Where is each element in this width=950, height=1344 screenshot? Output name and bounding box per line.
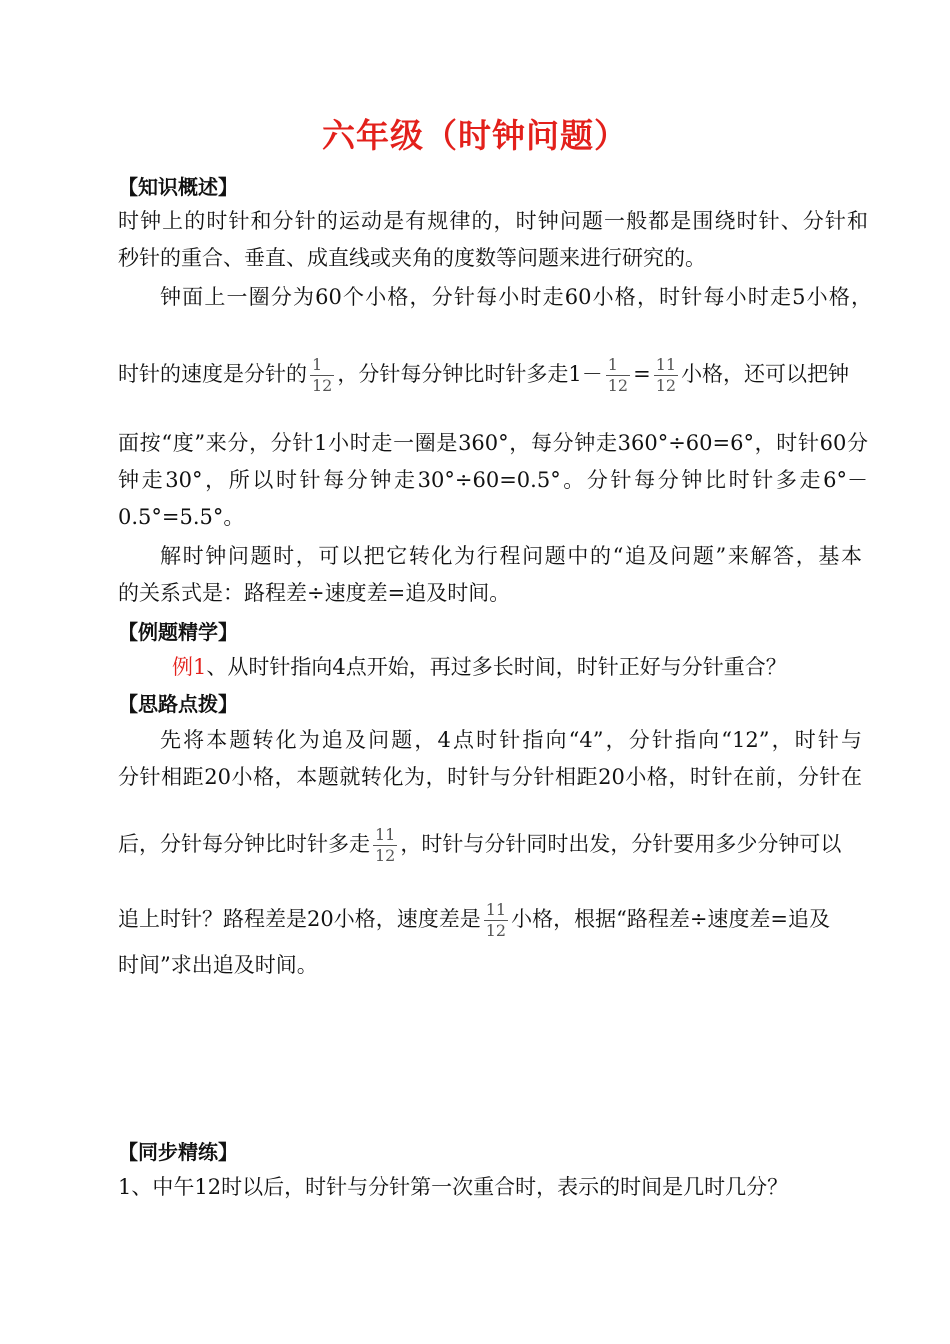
knowledge-line-5: 面按“度”来分，分针1小时走一圈是360°，每分钟走360°÷60=6°，时针60分 (118, 431, 868, 455)
fraction-denominator: 12 (375, 846, 396, 865)
fraction-one-twelfth (606, 355, 630, 396)
knowledge-line-2: 秒针的重合、垂直、成直线或夹角的度数等问题来进行研究的。 (118, 246, 706, 270)
section-heading-example: 【例题精学】 (118, 620, 238, 644)
fraction-eleven-twelfths (373, 825, 397, 866)
section-heading-practice: 【同步精练】 (118, 1140, 238, 1164)
fraction-numerator: 1 (607, 355, 618, 374)
hint-line-5: 时间”求出追及时间。 (118, 953, 318, 977)
hint-line-4-part-b: 小格，根据“路程差÷速度差=追及 (511, 907, 831, 931)
example-label: 例1 (172, 655, 207, 679)
practice-question-1: 1、中午12时以后，时针与分针第一次重合时，表示的时间是几时几分？ (118, 1175, 789, 1199)
section-heading-knowledge: 【知识概述】 (118, 175, 238, 199)
hint-line-3-part-b: ，时针与分针同时出发，分针要用多少分钟可以 (400, 832, 842, 856)
fraction-numerator: 11 (655, 355, 677, 374)
page-title: 六年级（时钟问题） (322, 116, 628, 155)
knowledge-line-4-part-b: ，分针每分钟比时针多走1－ (337, 362, 603, 386)
fraction-denominator: 12 (655, 376, 677, 395)
hint-line-1: 先将本题转化为追及问题，4点时针指向“4”，分针指向“12”，时针与 (160, 728, 862, 752)
hint-line-4-part-a: 追上时针？路程差是20小格，速度差是 (118, 907, 481, 931)
example-text: 、从时针指向4点开始，再过多长时间，时针正好与分针重合？ (206, 655, 787, 679)
hint-line-4 (118, 900, 868, 941)
equals-sign: = (633, 362, 651, 386)
hint-line-2: 分针相距20小格，本题就转化为，时针与分针相距20小格，时针在前，分针在 (118, 765, 862, 789)
fraction-one-twelfth (310, 355, 334, 396)
fraction-denominator: 12 (607, 376, 629, 395)
fraction-denominator: 12 (312, 376, 333, 395)
fraction-eleven-twelfths (484, 900, 508, 941)
fraction-numerator: 11 (485, 900, 507, 919)
knowledge-line-6: 钟走30°，所以时针每分钟走30°÷60=0.5°。分针每分钟比时针多走6°－ (118, 468, 868, 492)
knowledge-line-4-part-a: 时针的速度是分针的 (118, 362, 307, 386)
example-1 (172, 652, 832, 682)
knowledge-line-7: 0.5°=5.5°。 (118, 505, 245, 529)
knowledge-line-8: 解时钟问题时，可以把它转化为行程问题中的“追及问题”来解答，基本 (160, 544, 862, 568)
knowledge-line-3: 钟面上一圈分为60个小格，分针每小时走60小格，时针每小时走5小格， (160, 285, 872, 309)
knowledge-line-4-part-d: 小格，还可以把钟 (681, 362, 850, 386)
knowledge-line-9: 的关系式是：路程差÷速度差=追及时间。 (118, 581, 511, 605)
fraction-numerator: 1 (312, 355, 323, 374)
hint-line-3 (118, 825, 868, 866)
section-heading-hint: 【思路点拨】 (118, 692, 238, 716)
fraction-eleven-twelfths (654, 355, 678, 396)
hint-line-3-part-a: 后，分针每分钟比时针多走 (118, 832, 370, 856)
knowledge-line-4 (118, 355, 868, 396)
fraction-denominator: 12 (485, 921, 507, 940)
knowledge-line-1: 时钟上的时针和分针的运动是有规律的，时钟问题一般都是围绕时针、分针和 (118, 209, 868, 233)
fraction-numerator: 11 (375, 825, 396, 844)
